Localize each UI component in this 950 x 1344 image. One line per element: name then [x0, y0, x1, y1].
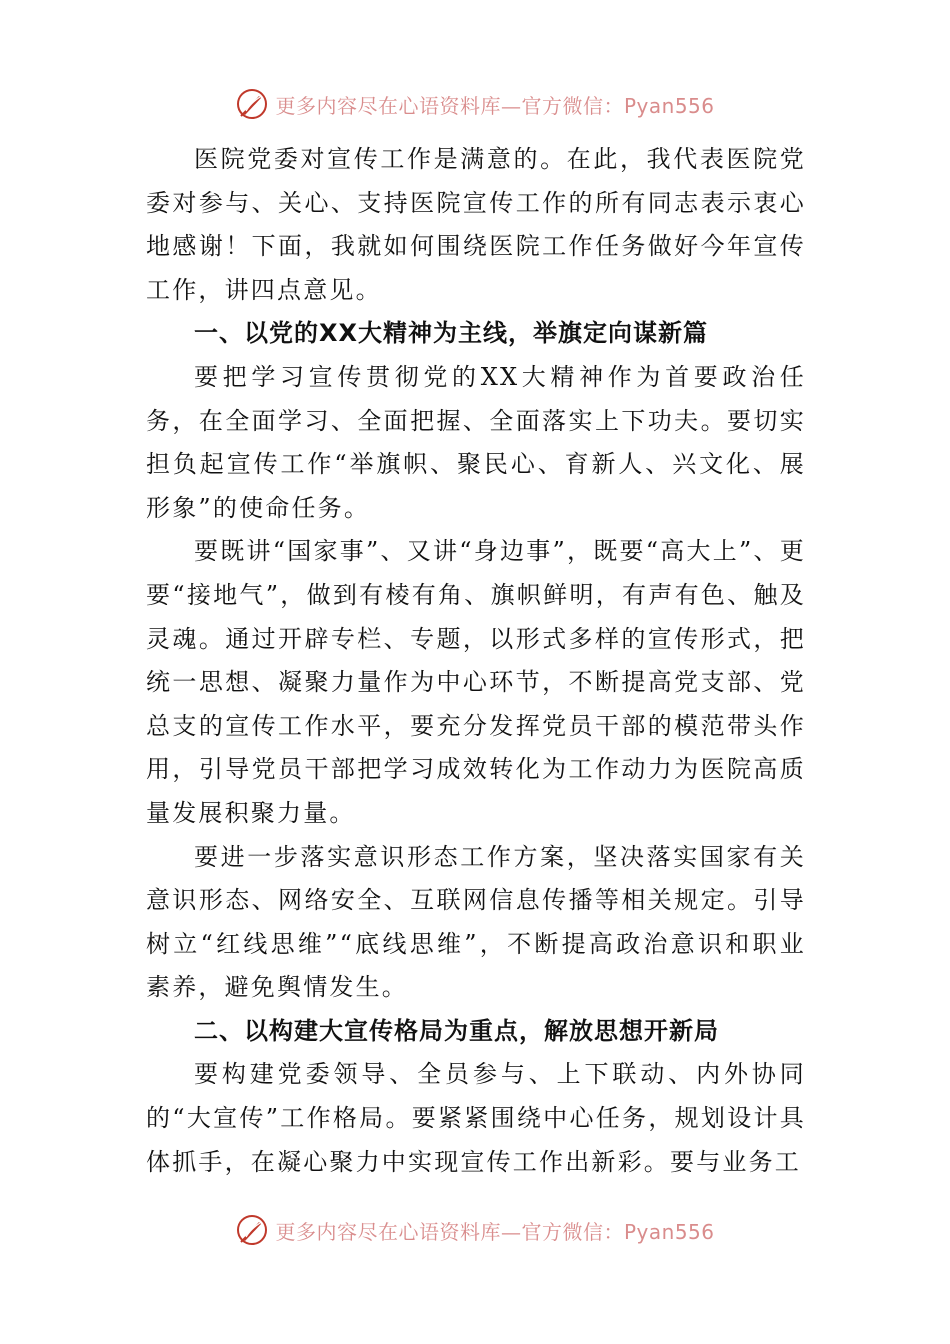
paragraph: 要把学习宣传贯彻党的XX大精神作为首要政治任务，在全面学习、全面把握、全面落实上下功夫。要切实担负起宣传工作“举旗帜、聚民心、育新人、兴文化、展形象”的使命任务。 [146, 362, 806, 522]
quill-logo-icon [235, 87, 269, 121]
section-heading: 一、以党的XX大精神为主线，举旗定向谋新篇 [194, 319, 709, 348]
quill-logo-icon [235, 1213, 269, 1247]
paragraph: 医院党委对宣传工作是满意的。在此，我代表医院党委对参与、关心、支持医院宣传工作的所有同志表示衷心地感谢！下面，我就如何围绕医院工作任务做好今年宣传工作，讲四点意见。 [146, 145, 806, 304]
paragraph: 要构建党委领导、全员参与、上下联动、内外协同的“大宣传”工作格局。要紧紧围绕中心任务，规划设计具体抓手，在凝心聚力中实现宣传工作出新彩。要与业务工 [146, 1060, 806, 1176]
watermark-text: 更多内容尽在心语资料库—官方微信：Pyan556 [275, 1219, 715, 1244]
wechat-account: Pyan556 [623, 93, 715, 118]
watermark-text: 更多内容尽在心语资料库—官方微信：Pyan556 [275, 93, 715, 118]
header-watermark-banner [0, 84, 950, 124]
document-body [146, 138, 806, 1184]
footer-watermark-banner [0, 1210, 950, 1250]
paragraph: 要进一步落实意识形态工作方案，坚决落实国家有关意识形态、网络安全、互联网信息传播等相关规定。引导树立“红线思维”“底线思维”，不断提高政治意识和职业素养，避免舆情发生。 [146, 842, 806, 1002]
wechat-account: Pyan556 [623, 1219, 715, 1244]
paragraph: 要既讲“国家事”、又讲“身边事”，既要“高大上”、更要“接地气”，做到有棱有角、旗帜鲜明，有声有色、触及灵魂。通过开辟专栏、专题，以形式多样的宣传形式，把统一思想、凝聚力量作为中心环节，不断提高党支部、党总支的宣传工作水平，要充分发挥党员干部的模范带头作用，引导党员干部把学习成效转化为工作动力为医院高质量发展积聚力量。 [146, 537, 806, 827]
section-heading: 二、以构建大宣传格局为重点，解放思想开新局 [194, 1016, 719, 1045]
